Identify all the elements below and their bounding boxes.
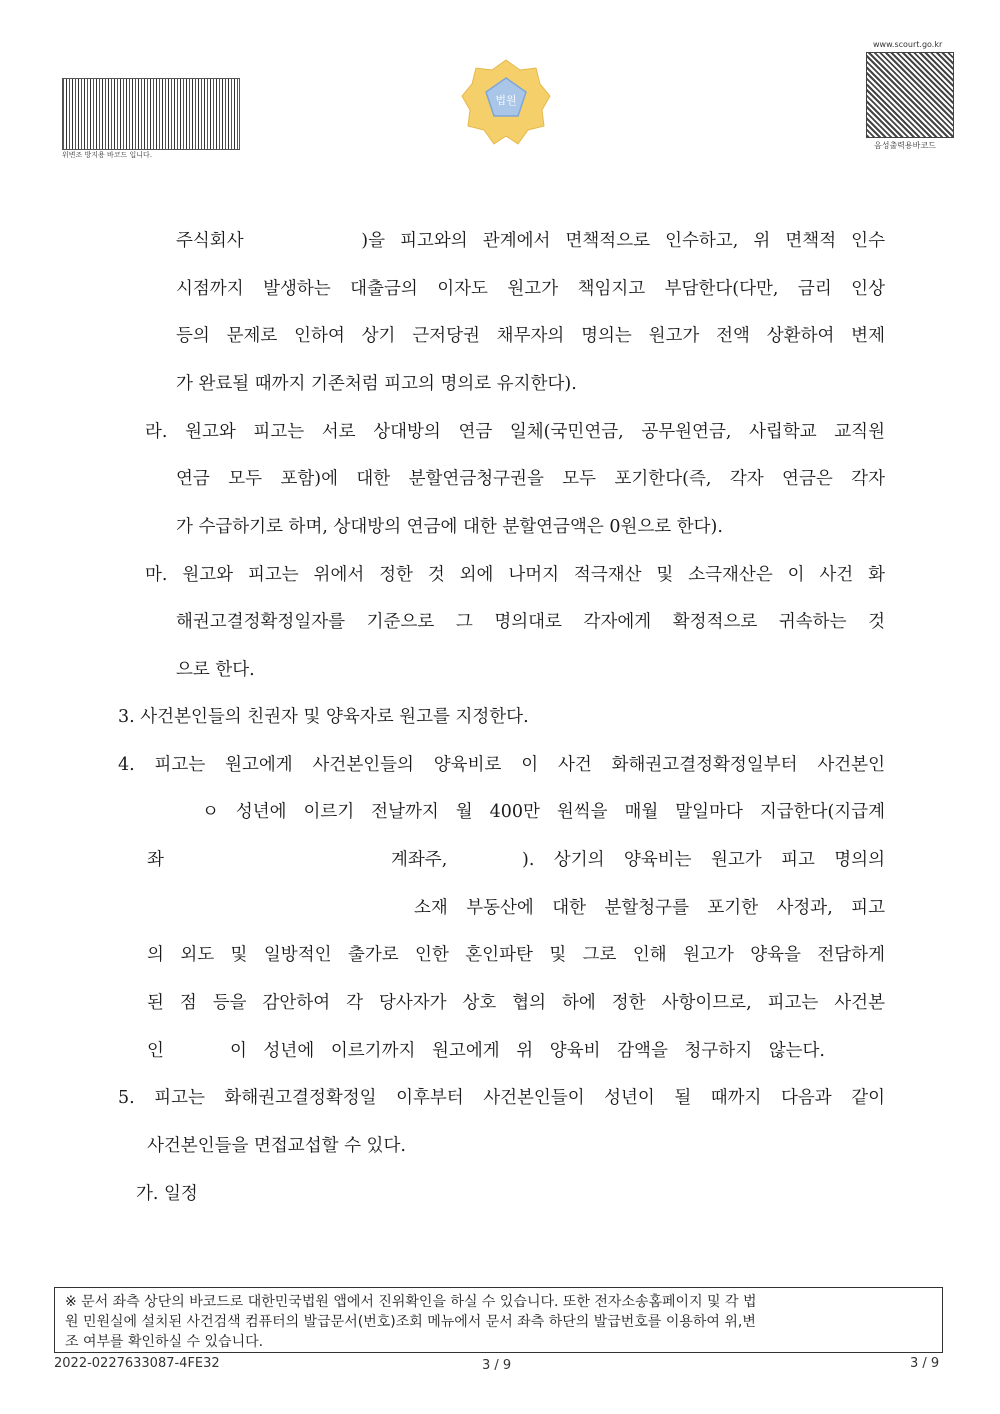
clause-5-item-ga: 가. 일정 [136,1184,198,1204]
clause-4-line-3b: 계좌주, [391,850,448,870]
court-website-url: www.scourt.go.kr [873,40,943,49]
page-number-center: 3 / 9 [482,1358,512,1373]
item-ra-line-1: 라. 원고와 피고는 서로 상대방의 연금 일체(국민연금, 공무원연금, 사립학교 교직원 [145,422,885,442]
clause-5-line-1: 5. 피고는 화해권고결정확정일 이후부터 사건본인들이 성년이 될 때까지 다음과 같이 [118,1088,885,1108]
item-ma-line-2: 해권고결정확정일자를 기준으로 그 명의대로 각자에게 확정적으로 귀속하는 것 [176,612,885,632]
body-line-1: 주식회사 )을 피고와의 관계에서 면책적으로 인수하고, 위 면책적 인수 [176,231,885,251]
court-seal-icon [460,56,552,148]
body-line-3: 등의 문제로 인하여 상기 근저당권 채무자의 명의는 원고가 전액 상환하여 변제 [176,326,885,346]
clause-4-line-5: 의 외도 및 일방적인 출가로 인한 혼인파탄 및 그로 인해 원고가 양육을 전담하게 [147,945,885,965]
item-ra-line-2: 연금 모두 포함)에 대한 분할연금청구권을 모두 포기한다(즉, 각자 연금은 각자 [176,469,885,489]
body-line-2: 시점까지 발생하는 대출금의 이자도 원고가 책임지고 부담한다(다만, 금리 인상 [176,279,885,299]
notice-line-1: ※ 문서 좌측 상단의 바코드로 대한민국법원 앱에서 진위확인을 하실 수 있습니다. 또한 전자소송홈페이지 및 각 법 [65,1294,757,1310]
barcode-caption: 위변조 방지용 바코드 입니다. [62,151,153,159]
seal-text: 법원 [495,94,517,107]
item-ra-line-3: 가 수급하기로 하며, 상대방의 연금에 대한 분할연금액은 0원으로 한다). [176,517,723,537]
body-line-4: 가 완료될 때까지 기존처럼 피고의 명의로 유지한다). [176,374,577,394]
clause-4-line-3c: ). 상기의 양육비는 원고가 피고 명의의 [522,850,885,870]
notice-line-2: 원 민원실에 설치된 사건검색 컴퓨터의 발급문서(번호)조회 메뉴에서 문서 좌측 하단의 발급번호를 이용하여 위,변 [65,1314,756,1330]
notice-line-3: 조 여부를 확인하실 수 있습니다. [65,1334,264,1350]
clause-4-line-7b: 이 성년에 이르기까지 원고에게 위 양육비 감액을 청구하지 않는다. [230,1041,825,1061]
audio-output-qr-code [866,52,954,138]
verification-barcode [62,78,240,150]
clause-4-line-1: 4. 피고는 원고에게 사건본인들의 양육비로 이 사건 화해권고결정확정일부터 사건본인 [118,755,885,775]
clause-4-line-2: ㅇ 성년에 이르기 전날까지 월 400만 원씩을 매월 말일마다 지급한다(지급계 [202,802,885,822]
clause-4-line-3a: 좌 [147,850,164,870]
qr-caption: 음성출력용바코드 [874,141,936,150]
item-ma-line-3: 으로 한다. [176,660,255,680]
clause-4-line-6: 된 점 등을 감안하여 각 당사자가 상호 협의 하에 정한 사항이므로, 피고는 사건본 [147,993,885,1013]
verification-notice [54,1287,943,1353]
page-number-right: 3 / 9 [910,1356,940,1371]
item-ma-line-1: 마. 원고와 피고는 위에서 정한 것 외에 나머지 적극재산 및 소극재산은 이 사건 화 [145,565,885,585]
clause-4-line-7a: 인 [147,1041,164,1061]
clause-3: 3. 사건본인들의 친권자 및 양육자로 원고를 지정한다. [118,707,529,727]
issue-number: 2022-0227633087-4FE32 [54,1356,220,1371]
clause-5-line-2: 사건본인들을 면접교섭할 수 있다. [147,1136,406,1156]
clause-4-line-4: 소재 부동산에 대한 분할청구를 포기한 사정과, 피고 [414,898,885,918]
